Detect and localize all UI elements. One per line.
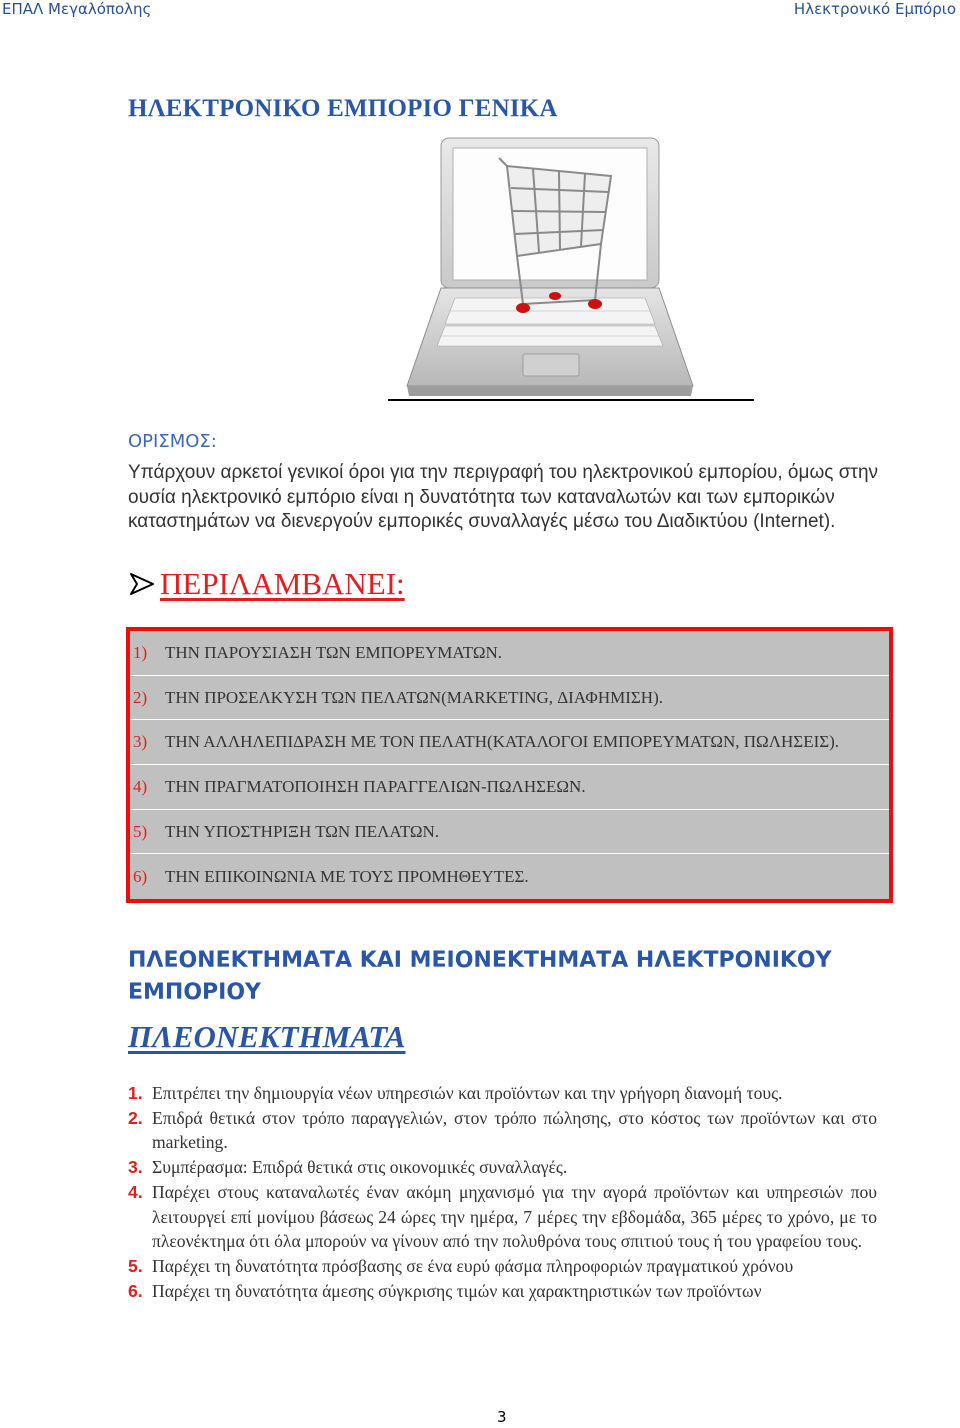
list-item [130,854,889,899]
list-item [128,1180,877,1254]
header-school: ΕΠΑΛ Μεγαλόπολης [2,0,152,18]
page-number: 3 [497,1408,507,1426]
list-item [128,1279,877,1304]
list-item [128,1106,877,1155]
section-heading: ΠΛΕΟΝΕΚΤΗΜΑΤΑ ΚΑΙ ΜΕΙΟΝΕΚΤΗΜΑΤΑ ΗΛΕΚΤΡΟΝΙΚΟΥ ΕΜΠΟΡΙΟΥ [128,948,832,1005]
item-text: Συμπέρασμα: Επιδρά θετικά στις οικονομικές συναλλαγές. [152,1157,568,1178]
definition-text: Υπάρχουν αρκετοί γενικοί όροι για την περιγραφή του ηλεκτρονικού εμπορίου, όμως στην ουσία ηλεκτρονικό εμπόριο είναι η δυνατότητα των καταναλωτών και των εμπορικών καταστημάτων να διενεργούν εμπορικές συναλλαγές μέσω του Διαδικτύου (Internet). [128,462,879,532]
item-text: Επιτρέπει την δημιουργία νέων υπηρεσιών και προϊόντων και την γρήγορη διανομή τους. [152,1083,783,1103]
list-item [128,1254,877,1279]
list-item [130,720,889,765]
item-text: Παρέχει στους καταναλωτές έναν ακόμη μηχανισμό για την αγορά προϊόντων και υπηρεσιών που λειτουργεί επί μονίμου βάσεως 24 ώρες την ημέρα, 7 μέρες την εβδομάδα, 365 μέρες το χρόνο, με το πλεονέκτημα ότι όλα μπορούν να γίνουν από την πολυθρόνα τους σπιτιού τους ή του γραφείου τους. [152,1181,877,1252]
item-number: 2. [128,1107,143,1128]
divider-line [388,399,754,401]
item-number: 3. [128,1157,143,1178]
includes-list-box [126,627,893,903]
item-number: 4. [128,1181,143,1202]
item-number: 1) [133,642,148,662]
list-item [130,765,889,810]
item-number: 5) [133,821,148,841]
item-number: 6) [133,866,148,886]
page-title: ΗΛΕΚΤΡΟΝΙΚΟ ΕΜΠΟΡΙΟ ΓΕΝΙΚΑ [128,95,558,122]
item-text: ΤΗΝ ΕΠΙΚΟΙΝΩΝΙΑ ΜΕ ΤΟΥΣ ΠΡΟΜΗΘΕΥΤΕΣ. [165,866,529,886]
item-number: 2) [133,687,148,707]
header-subject: Ηλεκτρονικό Εμπόριο [793,0,956,18]
list-item [128,1155,877,1180]
item-text: Παρέχει τη δυνατότητα άμεσης σύγκρισης τιμών και χαρακτηριστικών των προϊόντων [152,1280,762,1301]
laptop-shopping-cart-icon [405,136,695,398]
item-text: ΤΗΝ ΠΡΟΣΕΛΚΥΣΗ ΤΩΝ ΠΕΛΑΤΩΝ(MARKETING, ΔΙΑΦΗΜΙΣΗ). [165,687,663,707]
item-text: Επιδρά θετικά στον τρόπο παραγγελιών, στον τρόπο πώλησης, στο κόστος των προϊόντων και στο marketing. [152,1107,877,1153]
item-text: ΤΗΝ ΠΡΑΓΜΑΤΟΠΟΙΗΣΗ ΠΑΡΑΓΓΕΛΙΩΝ-ΠΩΛΗΣΕΩΝ. [165,776,586,796]
list-item [130,676,889,721]
definition-label: ΟΡΙΣΜΟΣ: [128,431,217,452]
item-number: 5. [128,1255,143,1276]
list-item [128,1081,877,1106]
list-item [130,810,889,855]
item-text: ΤΗΝ ΠΑΡΟΥΣΙΑΣΗ ΤΩΝ ΕΜΠΟΡΕΥΜΑΤΩΝ. [165,642,503,662]
arrowhead-bullet-icon [128,572,156,596]
advantages-list [128,1081,877,1303]
item-number: 6. [128,1280,143,1301]
item-number: 3) [133,732,148,752]
list-item [130,631,889,676]
item-text: ΤΗΝ ΥΠΟΣΤΗΡΙΞΗ ΤΩΝ ΠΕΛΑΤΩΝ. [165,821,440,841]
includes-heading [128,566,405,602]
item-number: 4) [133,776,148,796]
item-text: Παρέχει τη δυνατότητα πρόσβασης σε ένα ευρύ φάσμα πληροφοριών πραγματικού χρόνου [152,1255,794,1276]
item-text: ΤΗΝ ΑΛΛΗΛΕΠΙΔΡΑΣΗ ΜΕ ΤΟΝ ΠΕΛΑΤΗ(ΚΑΤΑΛΟΓΟΙ ΕΜΠΟΡΕΥΜΑΤΩΝ, ΠΩΛΗΣΕΙΣ). [165,732,840,752]
advantages-heading: ΠΛΕΟΝΕΚΤΗΜΑΤΑ [128,1019,406,1054]
includes-label: ΠΕΡΙΛΑΜΒΑΝΕΙ: [160,566,405,601]
item-number: 1. [128,1083,143,1103]
